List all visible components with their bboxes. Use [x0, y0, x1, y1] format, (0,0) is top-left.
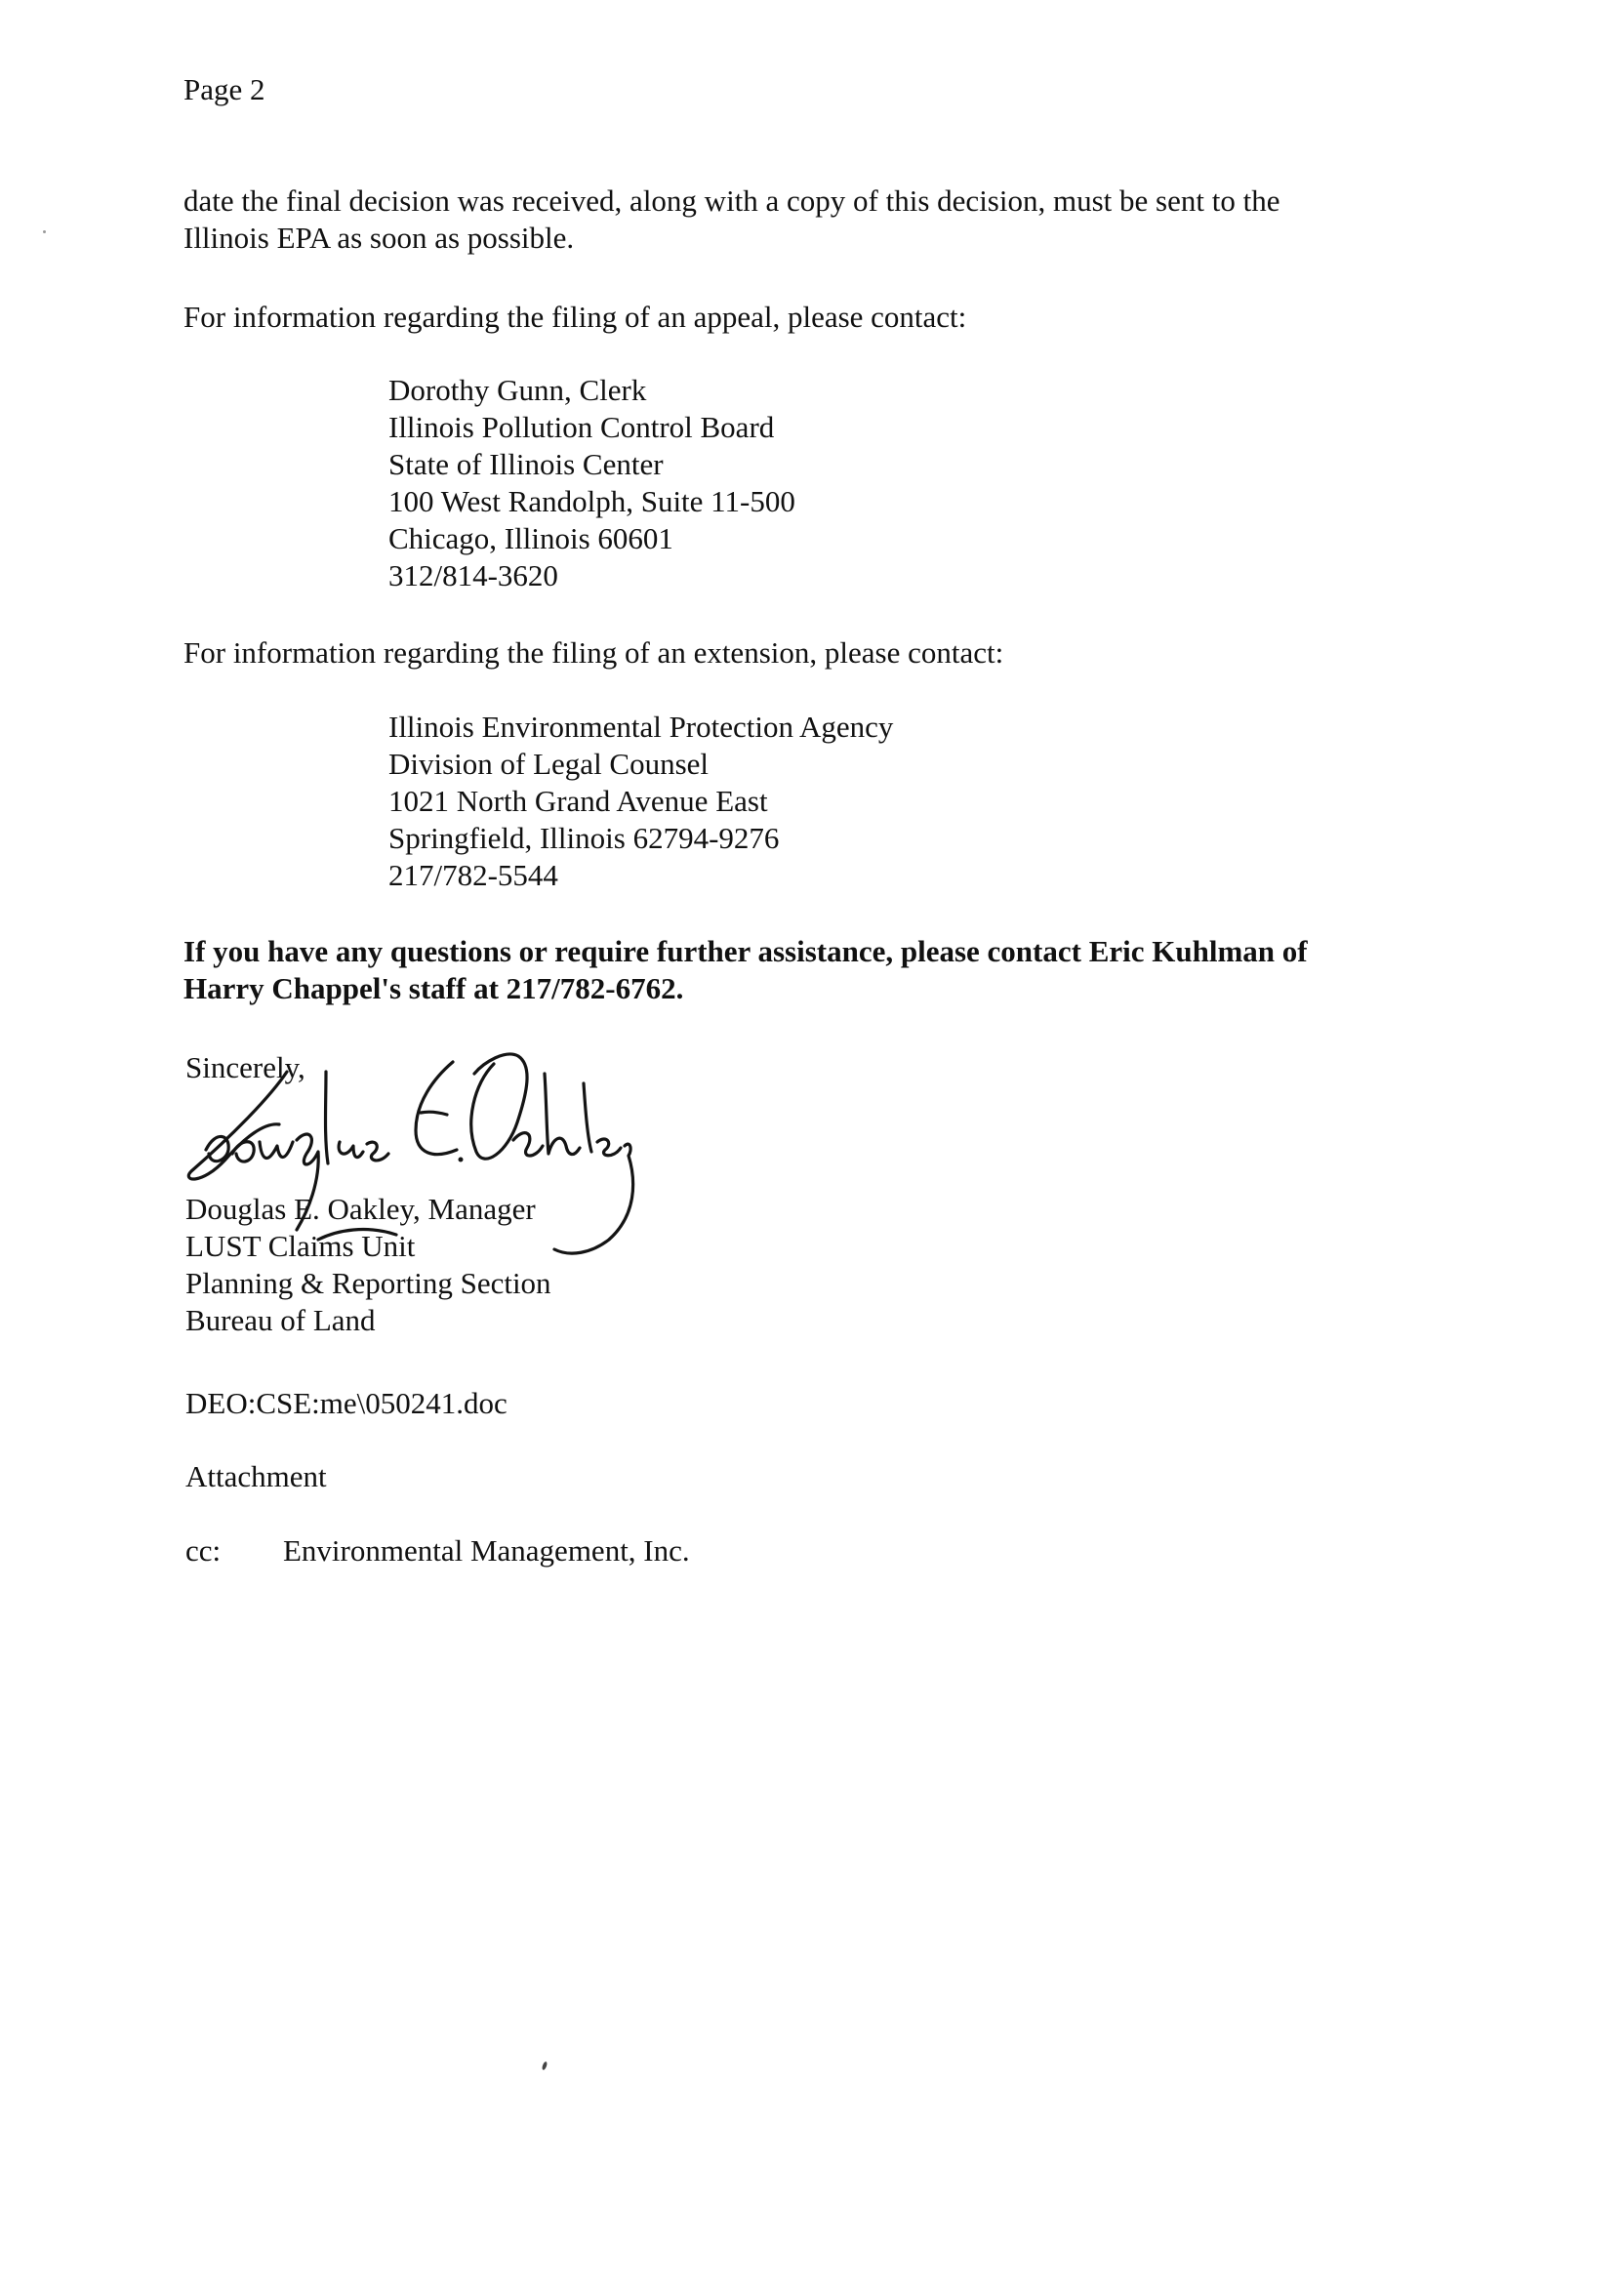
extension-contact-line: Springfield, Illinois 62794-9276 — [388, 821, 780, 855]
extension-contact-line: 1021 North Grand Avenue East — [388, 784, 768, 818]
intro-line-2: Illinois EPA as soon as possible. — [183, 221, 575, 255]
appeal-contact-address — [388, 372, 795, 594]
attachment-note: Attachment — [185, 1459, 327, 1493]
cc-label: cc: — [185, 1533, 222, 1568]
appeal-contact-line: 312/814-3620 — [388, 558, 558, 592]
signer-section: Planning & Reporting Section — [185, 1266, 551, 1300]
extension-contact-line: Division of Legal Counsel — [388, 747, 710, 781]
extension-contact-line: 217/782-5544 — [388, 858, 558, 892]
signer-name-title: Douglas E. Oakley, Manager — [185, 1192, 536, 1226]
extension-prompt: For information regarding the filing of an extension, please contact: — [183, 635, 1004, 670]
extension-contact-address — [388, 709, 893, 894]
questions-line-1: If you have any questions or require further assistance, please contact Eric Kuhlman of — [183, 934, 1308, 968]
intro-paragraph — [183, 183, 1279, 257]
intro-line-1: date the final decision was received, along with a copy of this decision, must be sent to the — [183, 183, 1280, 218]
appeal-prompt: For information regarding the filing of an appeal, please contact: — [183, 300, 967, 334]
signer-bureau: Bureau of Land — [185, 1303, 376, 1337]
extension-contact-line: Illinois Environmental Protection Agency — [388, 710, 894, 744]
scan-speck — [542, 2061, 548, 2071]
questions-line-2: Harry Chappel's staff at 217/782-6762. — [183, 971, 684, 1005]
appeal-contact-line: Dorothy Gunn, Clerk — [388, 373, 647, 407]
cc-value: Environmental Management, Inc. — [283, 1533, 690, 1568]
appeal-contact-line: State of Illinois Center — [388, 447, 664, 481]
signer-block — [185, 1191, 551, 1339]
appeal-contact-line: Chicago, Illinois 60601 — [388, 521, 673, 555]
scan-speck — [43, 230, 46, 233]
appeal-contact-line: Illinois Pollution Control Board — [388, 410, 775, 444]
closing-salutation: Sincerely, — [185, 1050, 305, 1084]
questions-paragraph — [183, 933, 1308, 1007]
appeal-contact-line: 100 West Randolph, Suite 11-500 — [388, 484, 795, 518]
page-number-header: Page 2 — [183, 72, 265, 106]
reference-initials: DEO:CSE:me\050241.doc — [185, 1386, 508, 1420]
signer-unit: LUST Claims Unit — [185, 1229, 416, 1263]
